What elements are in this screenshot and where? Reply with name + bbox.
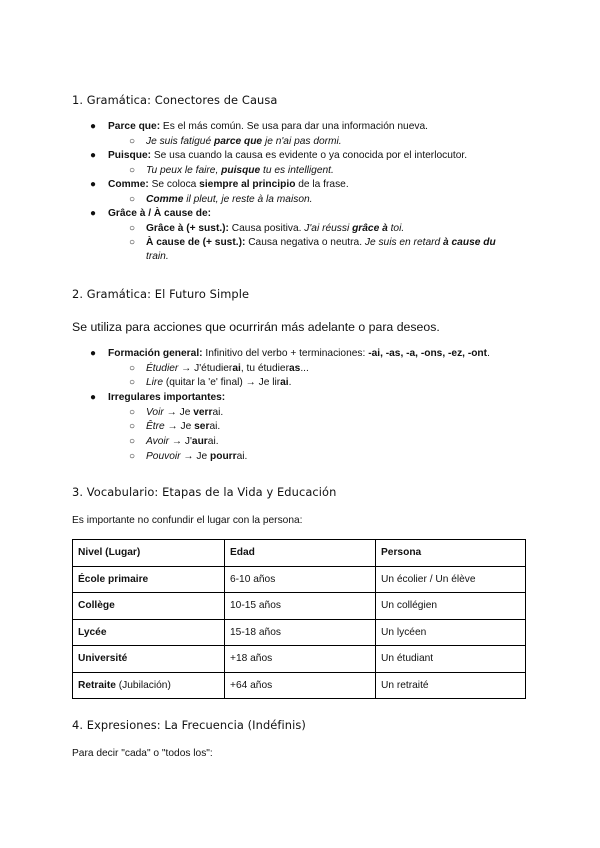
vocab-intro: Es importante no confundir el lugar con la persona: xyxy=(72,515,303,526)
sub-item-grace-a: Grâce à (+ sust.): Causa positiva. J'ai réussi grâce à toi. xyxy=(146,223,405,234)
sub-bullet-circle: ○ xyxy=(129,136,136,147)
sub-item-a-cause-de-wrap: train. xyxy=(146,251,169,262)
list-item-comme: Comme: Se coloca siempre al principio de la frase. xyxy=(108,179,349,190)
table-row xyxy=(73,646,526,673)
table-cell-nivel: École primaire xyxy=(73,566,225,593)
table-cell-edad: +18 años xyxy=(225,646,376,673)
sub-bullet-circle: ○ xyxy=(129,377,136,388)
sub-bullet-circle: ○ xyxy=(129,194,136,205)
table-cell-persona: Un retraité xyxy=(376,672,526,699)
table-cell-edad: 10-15 años xyxy=(225,593,376,620)
vocab-table xyxy=(72,539,526,699)
futuro-intro: Se utiliza para acciones que ocurrirán más adelante o para deseos. xyxy=(72,320,440,334)
example-parce-que: Je suis fatigué parce que je n'ai pas dormi. xyxy=(146,136,342,147)
bullet-dot: ● xyxy=(90,150,97,161)
table-header-persona: Persona xyxy=(376,540,526,567)
list-item-puisque: Puisque: Se usa cuando la causa es evidente o ya conocida por el interlocutor. xyxy=(108,150,468,161)
bullet-dot: ● xyxy=(90,121,97,132)
table-row xyxy=(73,593,526,620)
list-item-parce-que: Parce que: Es el más común. Se usa para dar una información nueva. xyxy=(108,121,428,132)
sub-bullet-circle: ○ xyxy=(129,165,136,176)
section-1-title: 1. Gramática: Conectores de Causa xyxy=(72,93,278,107)
irregular-etre: Être → Je serai. xyxy=(146,421,221,432)
sub-bullet-circle: ○ xyxy=(129,451,136,462)
table-cell-edad: +64 años xyxy=(225,672,376,699)
table-row xyxy=(73,672,526,699)
table-cell-persona: Un écolier / Un élève xyxy=(376,566,526,593)
table-header-row xyxy=(73,540,526,567)
sub-bullet-circle: ○ xyxy=(129,407,136,418)
table-header-edad: Edad xyxy=(225,540,376,567)
sub-bullet-circle: ○ xyxy=(129,363,136,374)
sub-bullet-circle: ○ xyxy=(129,237,136,248)
frecuencia-intro: Para decir "cada" o "todos los": xyxy=(72,748,213,759)
table-cell-edad: 6-10 años xyxy=(225,566,376,593)
list-item-irregulares: Irregulares importantes: xyxy=(108,392,226,403)
table-cell-nivel: Collège xyxy=(73,593,225,620)
bullet-dot: ● xyxy=(90,392,97,403)
section-4-title: 4. Expresiones: La Frecuencia (Indéfinis) xyxy=(72,718,306,732)
table-row xyxy=(73,619,526,646)
sub-bullet-circle: ○ xyxy=(129,421,136,432)
example-etudier: Étudier → J'étudierai, tu étudieras... xyxy=(146,363,309,374)
bullet-dot: ● xyxy=(90,208,97,219)
table-cell-persona: Un étudiant xyxy=(376,646,526,673)
table-header-nivel: Nivel (Lugar) xyxy=(73,540,225,567)
irregular-voir: Voir → Je verrai. xyxy=(146,407,224,418)
list-item-formacion: Formación general: Infinitivo del verbo + terminaciones: -ai, -as, -a, -ons, -ez, -ont. xyxy=(108,348,490,359)
sub-item-a-cause-de: À cause de (+ sust.): Causa negativa o neutra. Je suis en retard à cause du xyxy=(146,237,496,248)
example-lire: Lire (quitar la 'e' final) → Je lirai. xyxy=(146,377,292,388)
table-cell-persona: Un lycéen xyxy=(376,619,526,646)
table-cell-edad: 15-18 años xyxy=(225,619,376,646)
table-cell-nivel: Université xyxy=(73,646,225,673)
table-row xyxy=(73,566,526,593)
section-2-title: 2. Gramática: El Futuro Simple xyxy=(72,287,250,301)
irregular-pouvoir: Pouvoir → Je pourrai. xyxy=(146,451,248,462)
sub-bullet-circle: ○ xyxy=(129,223,136,234)
section-3-title: 3. Vocabulario: Etapas de la Vida y Educación xyxy=(72,485,337,499)
table-cell-persona: Un collégien xyxy=(376,593,526,620)
bullet-dot: ● xyxy=(90,348,97,359)
bullet-dot: ● xyxy=(90,179,97,190)
example-comme: Comme il pleut, je reste à la maison. xyxy=(146,194,313,205)
table-cell-nivel: Lycée xyxy=(73,619,225,646)
sub-bullet-circle: ○ xyxy=(129,436,136,447)
table-cell-nivel: Retraite (Jubilación) xyxy=(73,672,225,699)
irregular-avoir: Avoir → J'aurai. xyxy=(146,436,219,447)
list-item-grace-a-cause: Grâce à / À cause de: xyxy=(108,208,212,219)
example-puisque: Tu peux le faire, puisque tu es intelligent. xyxy=(146,165,334,176)
